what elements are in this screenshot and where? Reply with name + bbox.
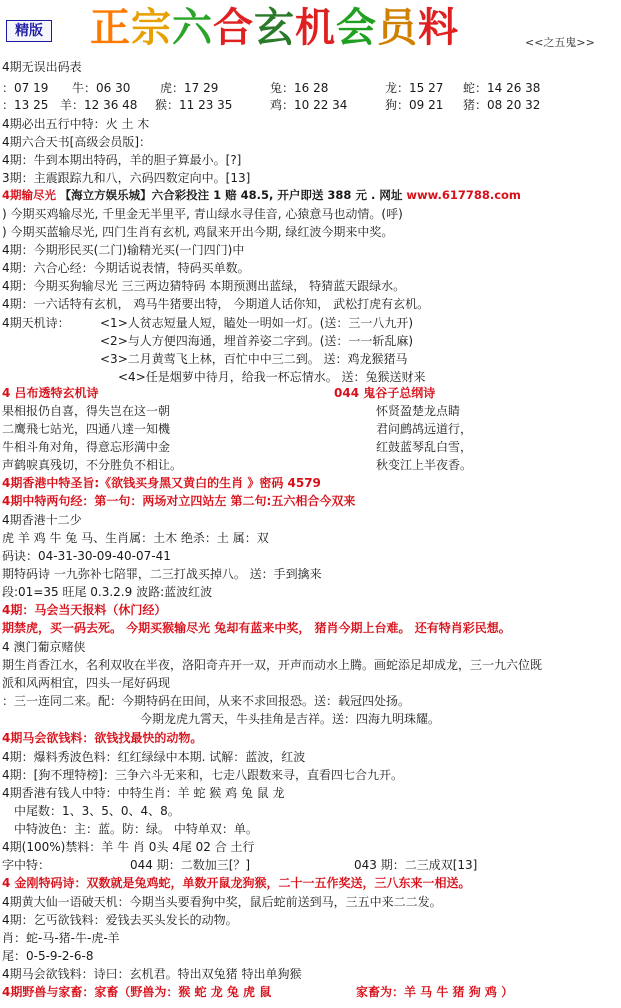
text-line: 今期龙虎九霄天，牛头挂角是吉祥。送：四海九明珠耀。: [140, 712, 441, 726]
title-char: 会: [336, 4, 377, 51]
text-line: 044 期：二数加三[？]: [130, 858, 251, 872]
text-line: 4期香港十二少: [2, 513, 82, 527]
text-line: 中特波色：主：蓝。防：绿。 中特单双：单。: [14, 822, 258, 836]
zodiac-cell: 羊：12 36 48: [60, 98, 138, 112]
text-line: 4期马会欲钱料：诗曰：玄机君。特出双兔猪 特出单狗猴: [2, 967, 302, 981]
text-line: 段:01=35 旺尾 0.3.2.9 波路:蓝波红波: [2, 585, 213, 599]
title-char: 六: [172, 4, 213, 51]
text-line: 4期：今期形民买(二门)输精光买(一门四门)中: [2, 243, 245, 257]
section-heading: 4期：马会当天报料（休门经）: [2, 603, 167, 617]
text-line: 4期：牛到本期出特码，羊的胆子算最小。[?]: [2, 153, 242, 167]
section-heading: 044 鬼谷子总纲诗: [334, 386, 436, 400]
title-char: 员: [377, 4, 418, 51]
ad-url-link[interactable]: www.617788.com: [406, 188, 521, 202]
poem-label: 4期天机诗：: [2, 316, 70, 330]
zodiac-cell: 龙：15 27: [385, 81, 444, 95]
zodiac-cell: 兔：16 28: [270, 81, 329, 95]
poem-line: <1>人贫志短量人短，瞌处一明如一灯。(送：三一八九开): [100, 316, 414, 330]
title-char: 宗: [131, 4, 172, 51]
zodiac-cell: 猴：11 23 35: [155, 98, 233, 112]
text-line: 期生肖香江水，名利双收在半夜，洛阳奇卉开一双，开声而动水上腾。画蛇添足却成龙，三一九六位既: [2, 658, 543, 672]
text-line: 秋变江上半夜香。: [376, 458, 473, 472]
text-line: 红鼓蓝琴乱白雪，: [376, 440, 473, 454]
text-line: 4期黄大仙一语破天机：今期当头要看狗中奖，鼠后蛇前送到马，三五中来二二发。: [2, 895, 442, 909]
text-line: 中尾数：1、3、5、0、4、8。: [14, 804, 180, 818]
text-line: ：三一连同二来。配：今期特码在田间，从来不求回报恐。送：载冠四处扬。: [2, 694, 411, 708]
zodiac-cell: 猪：08 20 32: [463, 98, 541, 112]
text-line: 果相报仍自喜，得失岂在这一朝: [2, 404, 171, 418]
section-heading: 家畜为：羊 马 牛 猪 狗 鸡 ）: [356, 985, 514, 999]
section-heading: 4 吕布透特玄机诗: [2, 386, 99, 400]
text-line: 怀贤盈楚龙点睛: [376, 404, 461, 418]
zodiac-cell: ：07 19: [2, 81, 49, 95]
section-heading: 4期马会欲钱料：欲钱找最快的动物。: [2, 731, 203, 745]
text-line: 声鹤唳真残切，不分胜负不相让。: [2, 458, 183, 472]
section-heading: 4期香港中特圣旨:《欲钱买身黑又黄白的生肖 》密码 4579: [2, 476, 321, 490]
page-title: [90, 4, 459, 52]
header: [0, 0, 621, 56]
poem-line: <2>与人方便四海通，埋首养姿二字到。(送：一一斩乱麻): [100, 334, 414, 348]
text-line: 期特码诗 一九弥补七陪罪，二三打战买掉八。 送：手到擒来: [2, 567, 322, 581]
ad-label: 4期输尽光: [2, 188, 57, 202]
text-line: 码诀：04-31-30-09-40-07-41: [2, 549, 171, 563]
text-line: 4期：一六话特有玄机， 鸡马牛猪要出特， 今期道人话你知， 武松打虎有玄机。: [2, 297, 430, 311]
text-line: 4 澳门葡京赌侠: [2, 640, 86, 654]
text-line: 派和风两相宜，四头一尾好码现: [2, 676, 171, 690]
text-line: 4期：今期买狗输尽光 三三两边猜特码 本期预测出蓝绿， 特猜蓝天跟绿水。: [2, 279, 406, 293]
title-char: 玄: [254, 4, 295, 51]
zodiac-cell: 蛇：14 26 38: [463, 81, 541, 95]
ad-text: 【海立方娱乐城】六合彩投注 1 赔 48.5, 开户即送 388 元 . 网址: [59, 188, 407, 202]
badge: 精版: [6, 20, 52, 42]
text-line: 牛相斗角对角，得意忘形満中金: [2, 440, 171, 454]
title-char: 合: [213, 4, 254, 51]
text-line: ) 今期买蓝输尽光, 四门生肖有玄机, 鸡鼠来开出今期, 绿红波今期来中奖。: [2, 225, 394, 239]
text-line: 二鹰飛七站光，四通八達一知機: [2, 422, 171, 436]
text-line: 4期六合天书[高级会员版]：: [2, 135, 151, 149]
zodiac-cell: 虎：17 29: [160, 81, 219, 95]
ad-line: [2, 188, 521, 202]
poem-line: <3>二月黄莺飞上林，百忙中中三二到。 送：鸡龙猴猪马: [100, 352, 408, 366]
poem-line: <4>任是烟萝中待月，给我一杯忘情水。 送：兔猴送财来: [118, 370, 426, 384]
text-line: 4期必出五行中特：火 土 木: [2, 117, 150, 131]
section-heading: 4 金刚特码诗：双数就是兔鸡蛇，单数开鼠龙狗猴，二十一五作奖送，三八东来一相送。: [2, 876, 471, 890]
text-line: 尾：0-5-9-2-6-8: [2, 949, 94, 963]
text-line: 字中特：: [2, 858, 51, 872]
text-line: 4期：乞丐欲钱料：爱钱去买头发长的动物。: [2, 913, 238, 927]
text-line: ) 今期买鸡输尽光, 千里金无半里平, 青山绿水寻佳音, 心猿意马也动情。(呼): [2, 207, 403, 221]
title-char: 料: [418, 4, 459, 51]
zodiac-cell: 狗：09 21: [385, 98, 444, 112]
text-line: 君问鹧鸪远道行，: [376, 422, 473, 436]
text-line: 肖：蛇-马-猪-牛-虎-羊: [2, 931, 120, 945]
text-line: 4期：六合心经：今期话说表情，特码买单数。: [2, 261, 250, 275]
zodiac-cell: 牛：06 30: [72, 81, 131, 95]
text-line: 4期(100%)禁料：羊 牛 肖 0头 4尾 02 合 土行: [2, 840, 255, 854]
section-heading: 4期中特两句经：第一句：两场对立四站左 第二句:五六相合今双来: [2, 494, 356, 508]
text-line: 4期无误出码表: [2, 60, 82, 74]
text-line: 4期香港有钱人中特：中特生肖：羊 蛇 猴 鸡 兔 鼠 龙: [2, 786, 285, 800]
subtitle: <<之五鬼>>: [525, 36, 595, 49]
section-heading: 4期野兽与家畜：家畜（野兽为：猴 蛇 龙 兔 虎 鼠: [2, 985, 272, 999]
zodiac-cell: 鸡：10 22 34: [270, 98, 348, 112]
text-line: 4期：[狗不理特榜]：三争六斗无来和，七走八跟数来寻，直看四七合九开。: [2, 768, 404, 782]
zodiac-cell: ：13 25: [2, 98, 49, 112]
title-char: 正: [90, 4, 131, 51]
text-line: 043 期：二三成双[13]: [354, 858, 478, 872]
section-heading: 期禁虎，买一码去死。 今期买猴输尽光 兔却有蓝来中奖， 猪肖今期上台难。 还有特肖彩民想。: [2, 621, 511, 635]
text-line: [2, 316, 70, 330]
text-line: 3期：主震跟踪九和八，六码四数定向中。[13]: [2, 171, 251, 185]
title-char: 机: [295, 4, 336, 51]
text-line: 4期：爆料秀波色料：红红绿绿中本期. 试解：蓝波，红波: [2, 750, 306, 764]
text-line: 虎 羊 鸡 牛 兔 马、生肖属：土木 绝杀：土 属：双: [2, 531, 269, 545]
